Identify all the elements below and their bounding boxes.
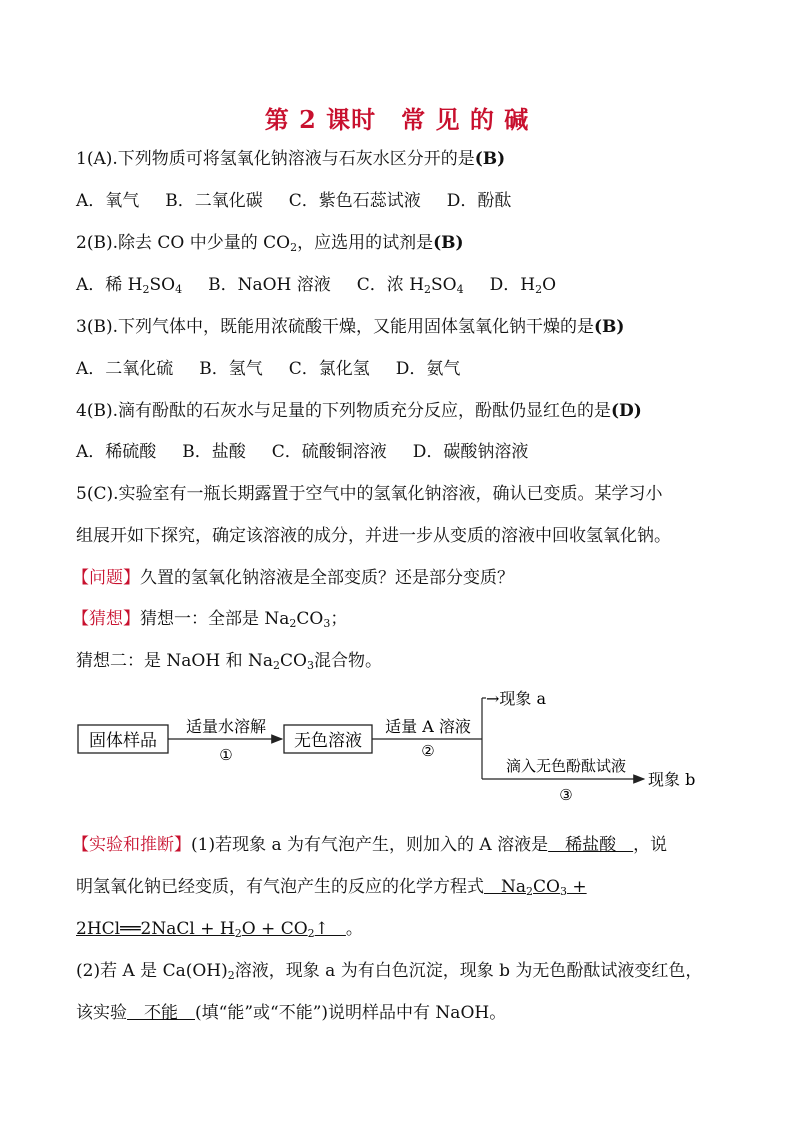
q2-option-b: B．NaOH 溶液 [208, 275, 331, 295]
q4-option-c: C．硫酸铜溶液 [271, 442, 387, 462]
question-1-options [76, 189, 726, 213]
experiment-1-end: ，说 [633, 835, 668, 855]
question-4-answer: (D) [610, 401, 642, 421]
step-2-number: ② [421, 742, 435, 760]
experiment-2-text-c: 该实验 [76, 1003, 127, 1023]
question-2-subscript: 2 [290, 241, 298, 254]
step-3-label: 滴入无色酚酞试液 [505, 757, 627, 775]
guess-tag: 【猜想】 [72, 609, 140, 629]
guess-2-line: 猜想二：是 NaOH 和 $Na_2CO_3$混合物。 [76, 651, 382, 672]
question-1 [76, 147, 726, 171]
q3-option-d: D．氨气 [395, 359, 461, 379]
q1-option-a: A．氧气 [76, 191, 140, 211]
question-4-options [76, 440, 726, 464]
experiment-1-line-2: 明氢氧化钠已经变质，有气泡产生的反应的化学方程式 [76, 877, 484, 897]
q2-option-c: C．浓 $H_2SO_4$ [356, 275, 464, 296]
question-4-stem: 4(B).滴有酚酞的石灰水与足量的下列物质充分反应，酚酞仍显红色的是 [76, 401, 611, 421]
problem-tag: 【问题】 [72, 568, 140, 588]
problem-text: 久置的氢氧化钠溶液是全部变质？还是部分变质？ [140, 568, 514, 588]
phenomenon-a: →现象 a [486, 689, 547, 708]
question-1-stem: 1(A).下列物质可将氢氧化钠溶液与石灰水区分开的是 [76, 149, 475, 169]
q2-option-a: A．稀 $H_2SO_4$ [76, 275, 183, 296]
question-5-line-2: 组展开如下探究，确定该溶液的成分，并进一步从变质的溶液中回收氢氧化钠。 [76, 526, 671, 546]
solid-sample-label: 固体样品 [89, 731, 157, 751]
question-3 [76, 315, 726, 339]
q3-option-a: A．二氧化硫 [76, 359, 174, 379]
question-3-options [76, 357, 726, 381]
question-2-stem: 2(B).除去 CO 中少量的 CO [76, 233, 291, 253]
question-1-answer: (B) [474, 149, 506, 169]
q4-option-a: A．稀硫酸 [76, 442, 157, 462]
guess-1-line: 【猜想】猜想一：全部是 $Na_2CO_3$； [72, 609, 348, 630]
problem-line [72, 566, 722, 590]
equation-part-1: $Na_2CO_3$ + [484, 877, 587, 898]
q3-option-b: B．氢气 [199, 359, 263, 379]
experiment-2-text-a: (2)若 A 是 Ca(OH) [76, 961, 228, 981]
question-2-answer: (B) [433, 233, 464, 253]
experiment-line-3 [76, 917, 726, 941]
step-3-number: ③ [559, 786, 573, 804]
step-1-label: 适量水溶解 [185, 717, 267, 736]
experiment-2-text-d: (填“能”或“不能”)说明样品中有 NaOH。 [195, 1003, 507, 1023]
experiment-line-4: (2)若 A 是 $Ca(OH)_2$溶液，现象 a 为有白色沉淀，现象 b 为无色酚酞试液变红色， [76, 961, 703, 982]
question-2-stem-end: ，应选用的试剂是 [297, 233, 434, 253]
experiment-tag: 【实验和推断】 [72, 835, 191, 855]
equation-part-2: 2HCl══2NaCl + $H_2O$ + $CO_2↑$ [76, 919, 346, 940]
q1-option-d: D．酚酞 [446, 191, 512, 211]
guess-2-text: 猜想二：是 NaOH 和 Na [76, 651, 273, 671]
question-3-stem: 3(B).下列气体中，既能用浓硫酸干燥，又能用固体氢氧化钠干燥的是 [76, 317, 594, 337]
experiment-line-5 [76, 1001, 726, 1025]
equation-end: 。 [345, 919, 363, 939]
guess-2-end: 混合物。 [313, 651, 382, 671]
page-title: 第 2 课时 常 见 的 碱 [264, 105, 530, 134]
question-2-options [76, 273, 726, 297]
step-1-number: ① [219, 746, 233, 764]
experiment-flowchart [76, 688, 726, 808]
q3-option-c: C．氯化氢 [288, 359, 370, 379]
step-2-label: 适量 A 溶液 [385, 717, 471, 736]
question-5-line-1: 5(C).实验室有一瓶长期露置于空气中的氢氧化钠溶液，确认已变质。某学习小 [76, 484, 663, 504]
q2-option-d: D．$H_2O$ [489, 275, 557, 296]
experiment-1-text: (1)若现象 a 为有气泡产生，则加入的 A 溶液是 [191, 835, 549, 855]
question-4 [76, 399, 726, 423]
colorless-solution-label: 无色溶液 [294, 731, 362, 751]
experiment-line-2 [76, 875, 726, 899]
experiment-2-text-b: 溶液，现象 a 为有白色沉淀，现象 b 为无色酚酞试液变红色， [234, 961, 703, 981]
question-3-answer: (B) [593, 317, 625, 337]
q4-option-d: D．碳酸钠溶液 [412, 442, 529, 462]
phenomenon-b: 现象 b [648, 770, 696, 789]
question-2 [76, 231, 726, 255]
experiment-line-1 [72, 833, 722, 857]
q1-option-b: B．二氧化碳 [165, 191, 263, 211]
q1-option-c: C．紫色石蕊试液 [288, 191, 421, 211]
q4-option-b: B．盐酸 [182, 442, 246, 462]
guess-1-text: 猜想一：全部是 Na [140, 609, 290, 629]
experiment-1-answer: 稀盐酸 [548, 835, 634, 855]
experiment-2-answer: 不能 [127, 1003, 195, 1023]
